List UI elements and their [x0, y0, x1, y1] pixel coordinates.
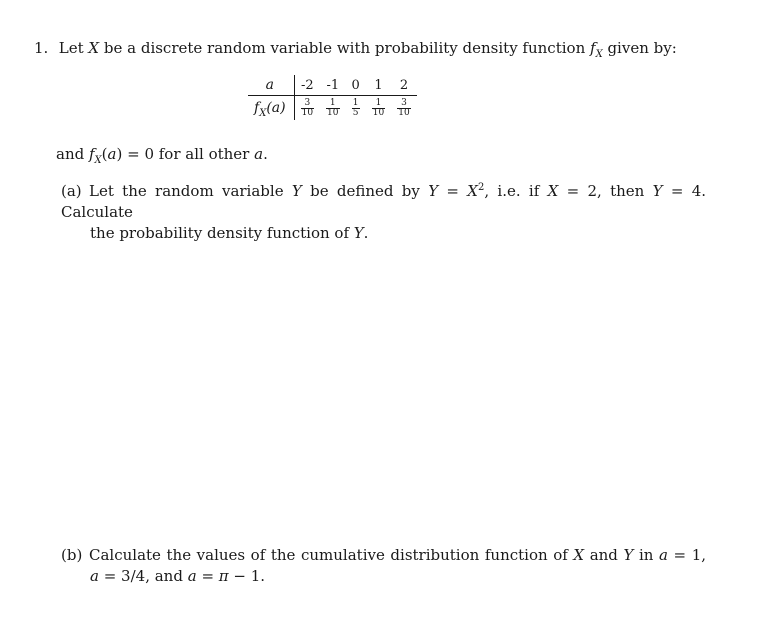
pmf-table	[248, 75, 417, 120]
value-cell: 2	[399, 77, 409, 93]
prob-cell: $\frac{1}{5}$	[346, 96, 366, 121]
value-cell: 1	[374, 77, 383, 93]
row-label-a: a	[248, 75, 294, 96]
prob-cell: $\frac{3}{10}$	[294, 96, 320, 121]
part-b-line-2: a = 3/4, and a = π − 1.	[90, 567, 266, 585]
part-a-line-1: (a) Let the random variable Y be defined by $Y = X^2$, i.e. if X = 2, then Y = 4. Calculate	[61, 182, 707, 221]
value-cell: -2	[300, 77, 314, 93]
intro-text-1: Let	[58, 39, 89, 57]
prob-cell: $\frac{1}{10}$	[320, 96, 345, 121]
value-cell: 0	[351, 77, 360, 93]
table-row-probs	[248, 96, 417, 121]
table-row-values	[248, 75, 417, 96]
part-b	[61, 545, 706, 587]
part-b-line-1: (b) Calculate the values of the cumulative distribution function of X and Y in a = 1,	[61, 546, 707, 564]
part-a	[61, 181, 706, 244]
var-X: X	[88, 39, 100, 57]
part-b-label: (b)	[61, 546, 83, 564]
func-f-sub: X	[595, 49, 603, 60]
value-cell: -1	[326, 77, 340, 93]
func-f: f	[590, 39, 596, 57]
intro-text-2: be a discrete random variable with probability density function	[99, 39, 590, 57]
prob-cell: $\frac{1}{10}$	[366, 96, 391, 121]
support-statement: and $f_X(a) = 0$ for all other a.	[56, 145, 268, 166]
row-label-f: $f_X(a)$	[248, 96, 294, 121]
question-number: 1.	[34, 39, 49, 57]
part-a-label: (a)	[61, 182, 82, 200]
prob-cell: $\frac{3}{10}$	[391, 96, 416, 121]
part-a-line-2: the probability density function of Y.	[90, 224, 369, 242]
intro-text-3: given by:	[602, 39, 677, 57]
question-intro	[34, 39, 754, 60]
